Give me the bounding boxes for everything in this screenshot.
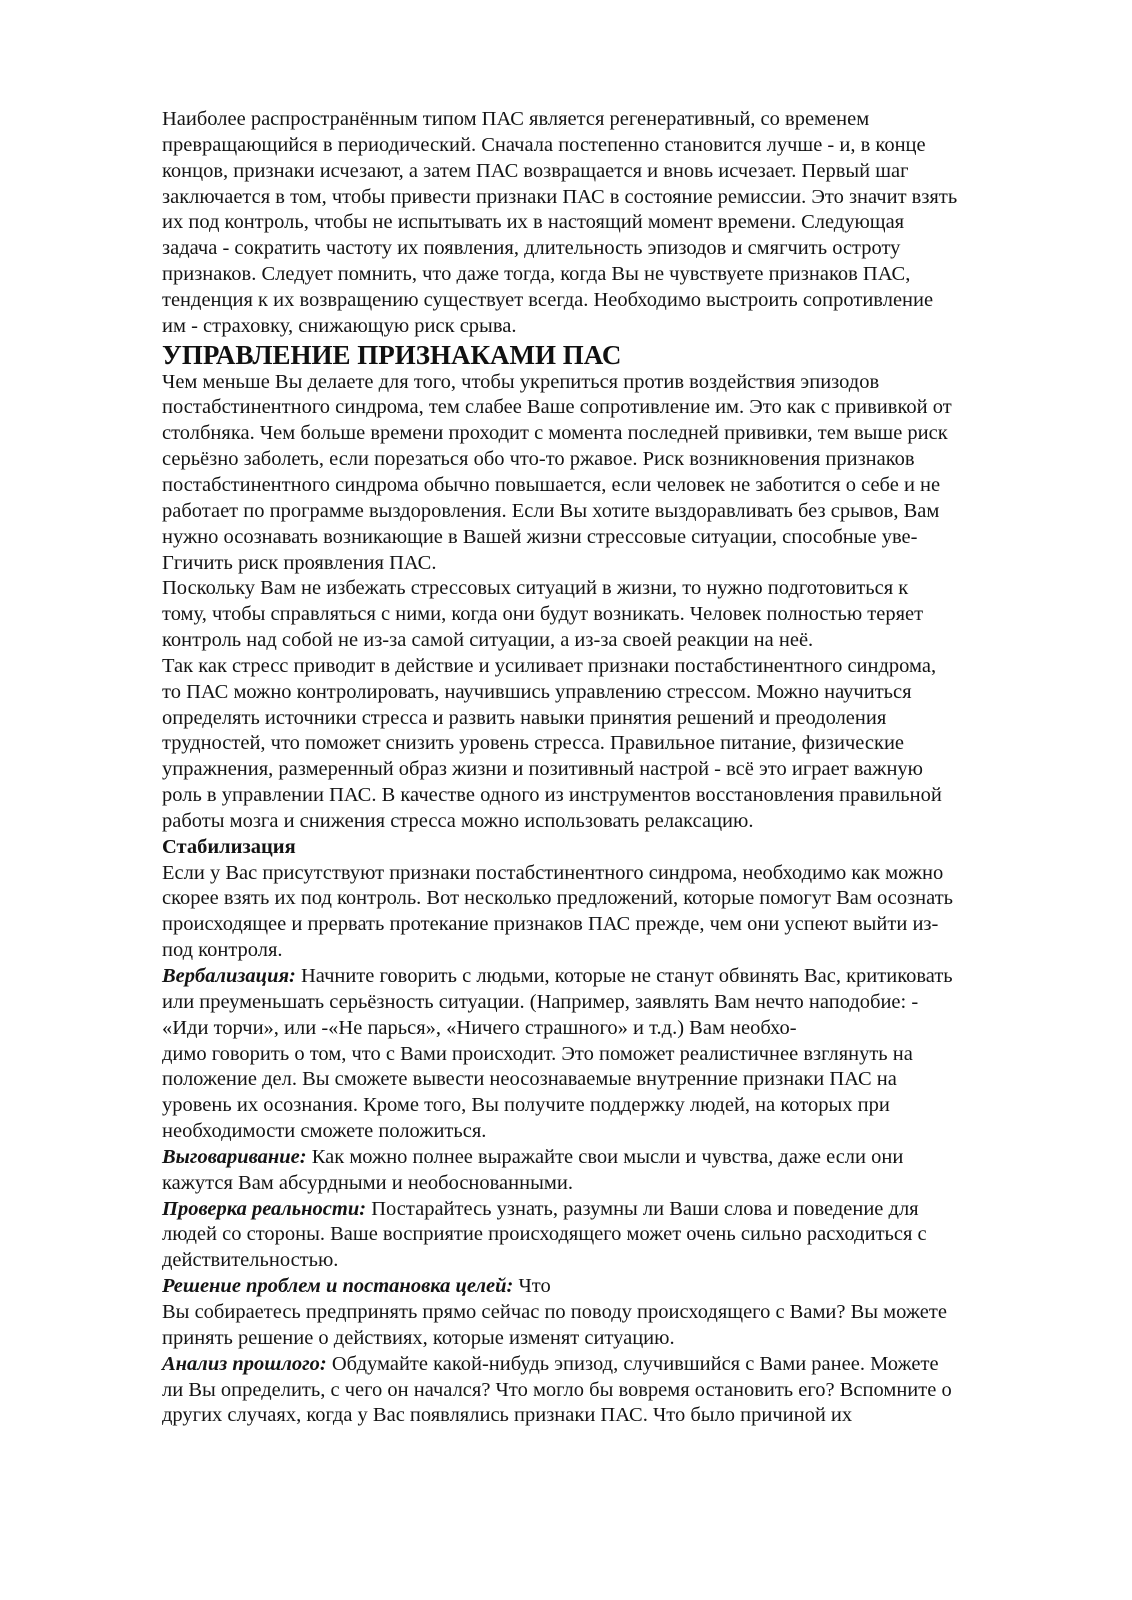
subsection-heading: Стабилизация <box>162 835 296 858</box>
text-line: признаков. Следует помнить, что даже тогда, когда Вы не чувствуете признаков ПАС, <box>162 263 911 286</box>
item-reality-check <box>162 1197 1062 1275</box>
text-line: «Иди торчи», или -«Не парься», «Ничего страшного» и т.д.) Вам необхо- <box>162 1016 797 1039</box>
text-line: концов, признаки исчезают, а затем ПАС возвращается и вновь исчезает. Первый шаг <box>162 159 909 182</box>
text-line: действительностью. <box>162 1249 339 1272</box>
text-line: определять источники стресса и развить навыки принятия решений и преодоления <box>162 706 887 729</box>
text-line: Ггичить риск проявления ПАС. <box>162 551 437 574</box>
text-line: происходящее и прервать протекание признаков ПАС прежде, чем они успеют выйти из- <box>162 913 939 936</box>
term-label: Выговаривание: <box>162 1145 307 1168</box>
item-verbalization <box>162 964 1062 1145</box>
document-body <box>162 107 1062 1429</box>
text-line: то ПАС можно контролировать, научившись управлению стрессом. Можно научиться <box>162 680 912 703</box>
term-label: Анализ прошлого: <box>162 1352 327 1375</box>
text-line: кажутся Вам абсурдными и необоснованными. <box>162 1171 573 1194</box>
text-line: работает по программе выздоровления. Если Вы хотите выздоравливать без срывов, Вам <box>162 499 940 522</box>
item-past-analysis <box>162 1352 1062 1430</box>
item-text: Начните говорить с людьми, которые не станут обвинять Вас, критиковать <box>295 965 953 987</box>
item-problem-solving <box>162 1274 1062 1352</box>
text-line: упражнения, размеренный образ жизни и позитивный настрой - всё это играет важную <box>162 758 923 781</box>
text-line: или преуменьшать серьёзность ситуации. (Например, заявлять Вам нечто наподобие: - <box>162 990 919 1013</box>
paragraph-intro <box>162 107 1062 340</box>
text-line: ли Вы определить, с чего он начался? Что могло бы вовремя остановить его? Вспомните о <box>162 1378 952 1401</box>
text-line: Наиболее распространённым типом ПАС является регенеративный, со временем <box>162 108 870 130</box>
text-line: принять решение о действиях, которые изменят ситуацию. <box>162 1326 675 1349</box>
paragraph-stress-situations <box>162 576 1062 654</box>
text-line: скорее взять их под контроль. Вот несколько предложений, которые помогут Вам осознать <box>162 887 954 910</box>
text-line: столбняка. Чем больше времени проходит с момента последней прививки, тем выше риск <box>162 422 948 445</box>
text-line: тому, чтобы справляться с ними, когда они будут возникать. Человек полностью теряет <box>162 603 924 626</box>
text-line: Так как стресс приводит в действие и усиливает признаки постабстинентного синдрома, <box>162 654 937 677</box>
text-line: Поскольку Вам не избежать стрессовых ситуаций в жизни, то нужно подготовиться к <box>162 577 909 600</box>
text-line: работы мозга и снижения стресса можно использовать релаксацию. <box>162 809 754 832</box>
text-line: роль в управлении ПАС. В качестве одного из инструментов восстановления правильной <box>162 784 942 807</box>
text-line: других случаях, когда у Вас появлялись признаки ПАС. Что было причиной их <box>162 1404 853 1427</box>
text-line: нужно осознавать возникающие в Вашей жизни стрессовые ситуации, способные уве- <box>162 525 918 548</box>
paragraph-stabilization <box>162 861 1062 964</box>
text-line: постабстинентного синдрома, тем слабее Ваше сопротивление им. Это как с прививкой от <box>162 396 952 419</box>
text-line: тенденция к их возвращению существует всегда. Необходимо выстроить сопротивление <box>162 288 934 311</box>
text-line: трудностей, что поможет снизить уровень стресса. Правильное питание, физические <box>162 732 905 755</box>
text-line: Если у Вас присутствуют признаки постабстинентного синдрома, необходимо как можно <box>162 861 944 884</box>
text-line: необходимости сможете положиться. <box>162 1120 487 1143</box>
text-line: людей со стороны. Ваше восприятие происходящего может очень сильно расходиться с <box>162 1223 927 1246</box>
text-line: задача - сократить частоту их появления, длительность эпизодов и смягчить остроту <box>162 237 901 260</box>
text-line: под контроля. <box>162 939 283 962</box>
text-line: Вы собираетесь предпринять прямо сейчас по поводу происходящего с Вами? Вы можете <box>162 1300 947 1323</box>
item-text: Что <box>513 1275 551 1298</box>
text-line: превращающийся в периодический. Сначала постепенно становится лучше - и, в конце <box>162 133 926 156</box>
item-text: Обдумайте какой-нибудь эпизод, случившийся с Вами ранее. Можете <box>326 1352 939 1375</box>
text-line: им - страховку, снижающую риск срыва. <box>162 314 517 337</box>
text-line <box>162 1352 1062 1378</box>
text-line: димо говорить о том, что с Вами происходит. Это поможет реалистичнее взглянуть на <box>162 1042 913 1065</box>
section-heading: УПРАВЛЕНИЕ ПРИЗНАКАМИ ПАС <box>162 339 622 370</box>
text-line <box>162 1197 1062 1223</box>
text-line: Чем меньше Вы делаете для того, чтобы укрепиться против воздействия эпизодов <box>162 370 880 393</box>
paragraph-management <box>162 370 1062 577</box>
text-line: серьёзно заболеть, если порезаться обо что-то ржавое. Риск возникновения признаков <box>162 448 915 471</box>
text-line: заключается в том, чтобы привести признаки ПАС в состояние ремиссии. Это значит взять <box>162 185 958 208</box>
item-text: Постарайтесь узнать, разумны ли Ваши слова и поведение для <box>366 1197 919 1220</box>
text-line: положение дел. Вы сможете вывести неосознаваемые внутренние признаки ПАС на <box>162 1068 897 1091</box>
text-line <box>162 1145 1062 1171</box>
text-line: контроль над собой не из-за самой ситуации, а из-за своей реакции на неё. <box>162 629 814 652</box>
term-label: Решение проблем и постановка целей: <box>162 1275 514 1298</box>
text-line: постабстинентного синдрома обычно повышается, если человек не заботится о себе и не <box>162 473 941 496</box>
text-line: их под контроль, чтобы не испытывать их в настоящий момент времени. Следующая <box>162 211 905 234</box>
text-line <box>162 1274 1062 1300</box>
term-label: Вербализация: <box>162 965 296 987</box>
term-label: Проверка реальности: <box>162 1197 367 1220</box>
text-line <box>162 964 1062 990</box>
paragraph-stress-management <box>162 654 1062 835</box>
item-speaking-out <box>162 1145 1062 1197</box>
item-text: Как можно полнее выражайте свои мысли и чувства, даже если они <box>306 1145 904 1168</box>
text-line: уровень их осознания. Кроме того, Вы получите поддержку людей, на которых при <box>162 1094 890 1117</box>
